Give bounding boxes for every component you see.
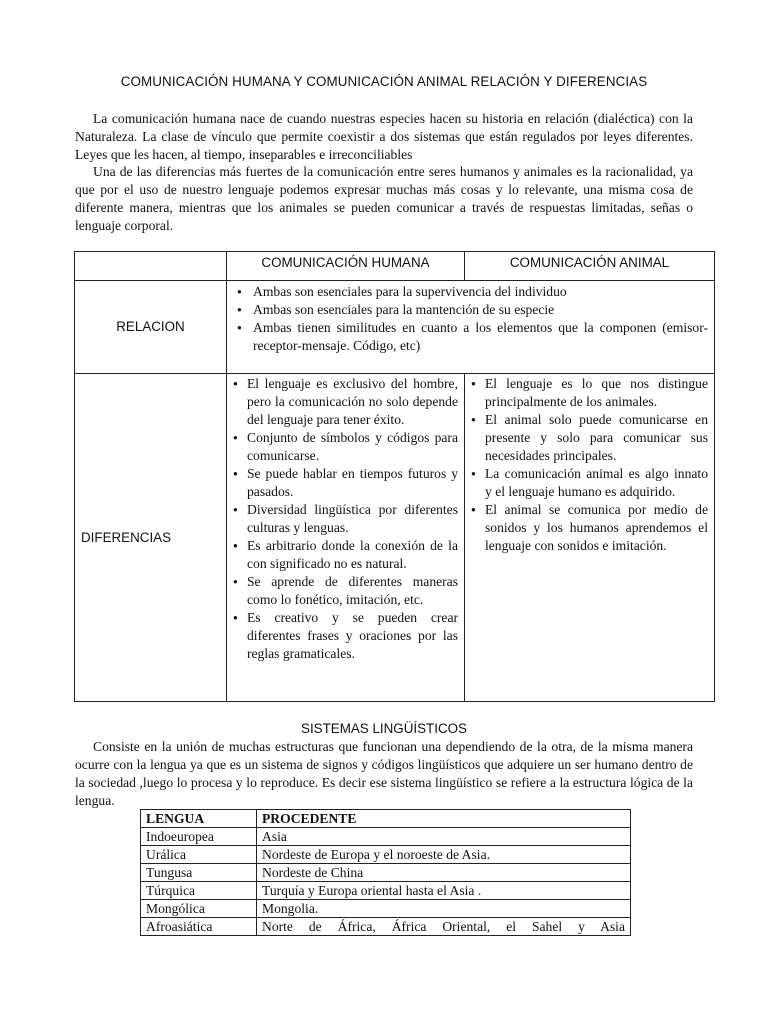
header-procedente: PROCEDENTE xyxy=(257,810,631,828)
table-header-row xyxy=(141,810,631,828)
list-item: ● Se aprende de diferentes maneras como lo fonético, imitación, etc. xyxy=(233,573,458,609)
language-origin: Nordeste de China xyxy=(257,864,631,882)
header-animal-communication: COMUNICACIÓN ANIMAL xyxy=(465,252,715,281)
language-name: Afroasiática xyxy=(141,918,257,936)
differences-paragraph: Una de las diferencias más fuertes de la comunicación entre seres humanos y animales es la racionalidad, ya que por el uso de nuestro lenguaje podemos expresar muchas más cosas y lo relevante, una misma cosa de diferente manera, mientras que los animales se pueden comunicar a través de respuestas limitadas, señas o lenguaje corporal. xyxy=(75,164,693,233)
table-row xyxy=(141,900,631,918)
list-item: ● El animal se comunica por medio de sonidos y los humanos aprendemos el lenguaje con sonidos e imitación. xyxy=(471,501,708,555)
header-lengua: LENGUA xyxy=(141,810,257,828)
list-item: ● Ambas son esenciales para la supervivencia del individuo xyxy=(233,283,708,301)
list-item: ● Diversidad lingüística por diferentes culturas y lenguas. xyxy=(233,501,458,537)
section-subtitle: SISTEMAS LINGÜÍSTICOS xyxy=(301,721,467,736)
list-item: ● El animal solo puede comunicarse en presente y solo para comunicar sus necesidades principales. xyxy=(471,411,708,465)
list-item: ● Es arbitrario donde la conexión de la con significado no es natural. xyxy=(233,537,458,573)
table-row xyxy=(141,846,631,864)
language-origin: Turquía y Europa oriental hasta el Asia . xyxy=(257,882,631,900)
table-header-row xyxy=(75,252,715,281)
list-item: ● El lenguaje es exclusivo del hombre, pero la comunicación no solo depende del lenguaje para tener éxito. xyxy=(233,375,458,429)
language-origin: Norte de África, África Oriental, el Sahel y Asia xyxy=(257,918,631,936)
document-title: COMUNICACIÓN HUMANA Y COMUNICACIÓN ANIMAL RELACIÓN Y DIFERENCIAS xyxy=(120,74,648,89)
language-name: Tungusa xyxy=(141,864,257,882)
human-differences-cell xyxy=(227,374,465,702)
list-item: ● Se puede hablar en tiempos futuros y pasados. xyxy=(233,465,458,501)
table-row xyxy=(141,864,631,882)
relation-row xyxy=(75,281,715,374)
list-item: ● Es creativo y se pueden crear diferentes frases y oraciones por las reglas gramaticales. xyxy=(233,609,458,663)
list-item: ● Conjunto de símbolos y códigos para comunicarse. xyxy=(233,429,458,465)
languages-table xyxy=(140,809,631,936)
header-human-communication: COMUNICACIÓN HUMANA xyxy=(227,252,465,281)
comparison-table xyxy=(74,251,715,702)
language-origin: Asia xyxy=(257,828,631,846)
linguistic-systems-paragraph: Consiste en la unión de muchas estructuras que funcionan una dependiendo de la otra, de la misma manera ocurre con la lengua ya que es un sistema de signos y códigos lingüísticos que adquiere un ser humano dentro de la sociedad ,luego lo procesa y lo reproduce. Es decir ese sistema lingüístico se refiere a la estructura lógica de la lengua. xyxy=(75,739,693,808)
animal-differences-list xyxy=(471,375,708,555)
list-item: ● La comunicación animal es algo innato y el lenguaje humano es adquirido. xyxy=(471,465,708,501)
language-name: Túrquica xyxy=(141,882,257,900)
relation-label: RELACION xyxy=(75,281,227,374)
human-differences-list xyxy=(233,375,458,663)
language-origin: Nordeste de Europa y el noroeste de Asia. xyxy=(257,846,631,864)
language-name: Urálica xyxy=(141,846,257,864)
table-row xyxy=(141,918,631,936)
language-origin: Mongolia. xyxy=(257,900,631,918)
table-row xyxy=(141,882,631,900)
animal-differences-cell xyxy=(465,374,715,702)
relation-cell xyxy=(227,281,715,374)
list-item: ● Ambas son esenciales para la mantención de su especie xyxy=(233,301,708,319)
table-row xyxy=(141,828,631,846)
intro-paragraph: La comunicación humana nace de cuando nuestras especies hacen su historia en relación (dialéctica) con la Naturaleza. La clase de vínculo que permite coexistir a dos sistemas que están regulados por leyes diferentes. Leyes que les hacen, al tiempo, inseparables e irreconciliables xyxy=(75,111,693,162)
differences-row xyxy=(75,374,715,702)
language-name: Indoeuropea xyxy=(141,828,257,846)
language-name: Mongólica xyxy=(141,900,257,918)
list-item: ● El lenguaje es lo que nos distingue principalmente de los animales. xyxy=(471,375,708,411)
relation-list xyxy=(233,283,708,355)
list-item: ● Ambas tienen similitudes en cuanto a los elementos que la componen (emisor-receptor-mensaje. Código, etc) xyxy=(233,319,708,355)
header-empty-cell xyxy=(75,252,227,281)
differences-label: DIFERENCIAS xyxy=(75,374,227,702)
